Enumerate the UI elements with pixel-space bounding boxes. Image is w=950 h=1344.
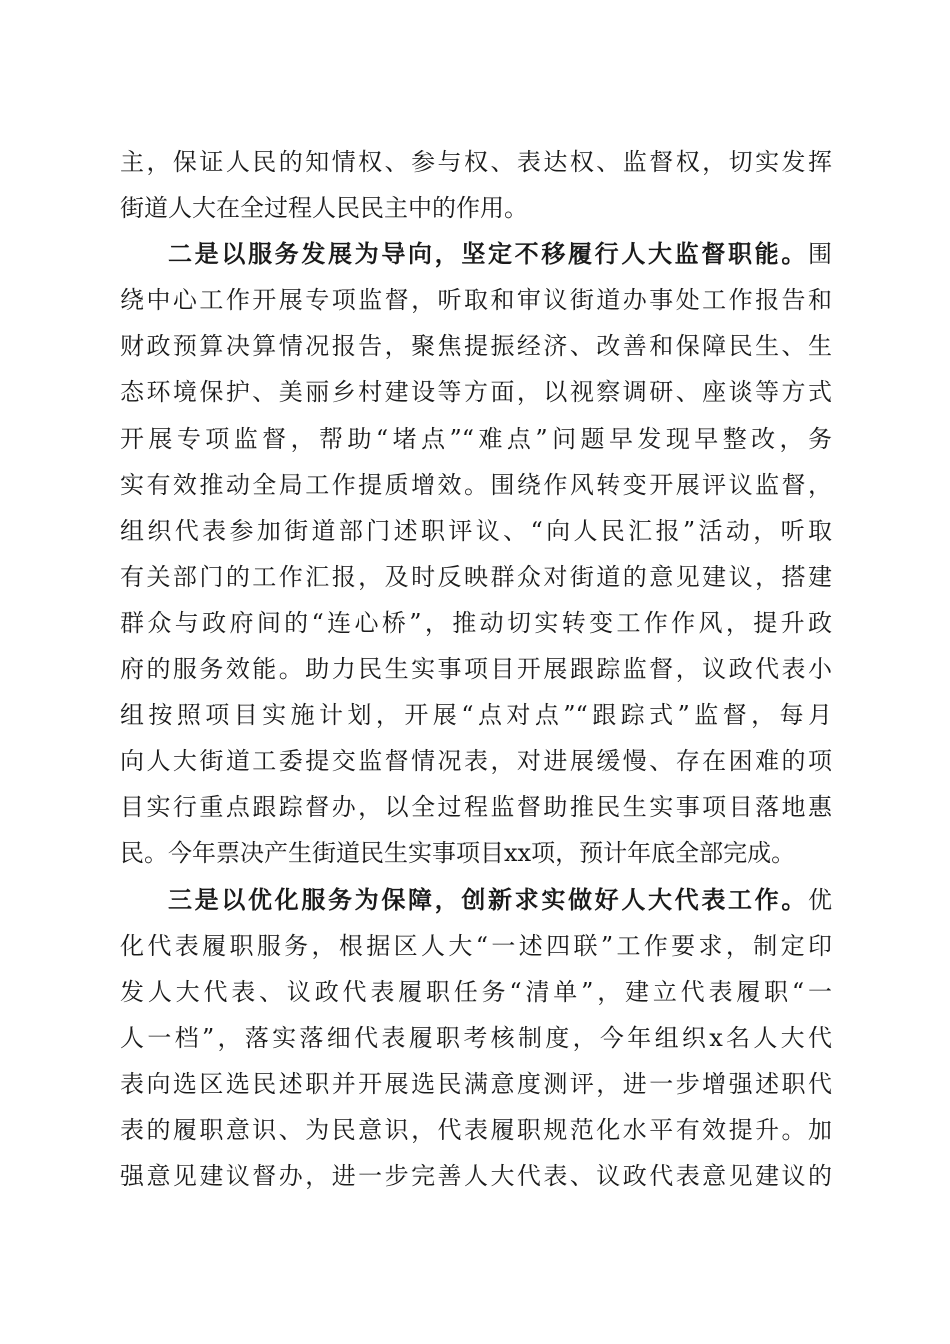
paragraph-2-line: 实有效推动全局工作提质增效。围绕作风转变开展评议监督，	[120, 470, 832, 499]
paragraph-3-line-1-rest: 优	[808, 885, 832, 914]
paragraph-2-line: 组按照项目实施计划，开展“点对点”“跟踪式”监督，每月	[120, 701, 832, 730]
paragraph-2-line: 向人大街道工委提交监督情况表，对进展缓慢、存在困难的项	[120, 747, 832, 776]
paragraph-2-line-1	[120, 231, 832, 277]
paragraph-3-line: 人一档”，落实落细代表履职考核制度，今年组织x名人大代	[120, 1023, 832, 1052]
paragraph-2-line: 府的服务效能。助力民生实事项目开展跟踪监督，议政代表小	[120, 655, 832, 684]
paragraph-2-line: 开展专项监督，帮助“堵点”“难点”问题早发现早整改，务	[120, 424, 832, 453]
paragraph-3-line: 表向选区选民述职并开展选民满意度测评，进一步增强述职代	[120, 1069, 832, 1098]
paragraph-2-line: 目实行重点跟踪督办，以全过程监督助推民生实事项目落地惠	[120, 793, 832, 822]
paragraph-2-line: 组织代表参加街道部门述职评议、“向人民汇报”活动，听取	[120, 516, 832, 545]
paragraph-3-line-1	[120, 877, 832, 923]
paragraph-2-line: 绕中心工作开展专项监督，听取和审议街道办事处工作报告和	[120, 286, 832, 315]
paragraph-2-line: 态环境保护、美丽乡村建设等方面，以视察调研、座谈等方式	[120, 378, 832, 407]
paragraph-1-line-1: 主，保证人民的知情权、参与权、表达权、监督权，切实发挥	[120, 148, 832, 176]
paragraph-1-line-2: 街道人大在全过程人民民主中的作用。	[120, 194, 528, 223]
paragraph-3-line: 表的履职意识、为民意识，代表履职规范化水平有效提升。加	[120, 1115, 832, 1144]
paragraph-2-line: 群众与政府间的“连心桥”，推动切实转变工作作风，提升政	[120, 608, 832, 637]
paragraph-3-line: 强意见建议督办，进一步完善人大代表、议政代表意见建议的	[120, 1162, 832, 1191]
paragraph-2-line-1-rest: 围	[808, 240, 832, 269]
paragraph-2-line: 有关部门的工作汇报，及时反映群众对街道的意见建议，搭建	[120, 562, 832, 591]
paragraph-2-lead: 二是以服务发展为导向，坚定不移履行人大监督职能。	[168, 239, 808, 269]
paragraph-3-lead: 三是以优化服务为保障，创新求实做好人大代表工作。	[168, 884, 808, 914]
paragraph-3-line: 发人大代表、议政代表履职任务“清单”，建立代表履职“一	[120, 977, 832, 1006]
paragraph-2-line: 财政预算决算情况报告，聚焦提振经济、改善和保障民生、生	[120, 332, 832, 361]
paragraph-3-line: 化代表履职服务，根据区人大“一述四联”工作要求，制定印	[120, 931, 832, 960]
paragraph-2-line: 民。今年票决产生街道民生实事项目xx项，预计年底全部完成。	[120, 839, 796, 868]
document-body	[120, 139, 832, 1199]
